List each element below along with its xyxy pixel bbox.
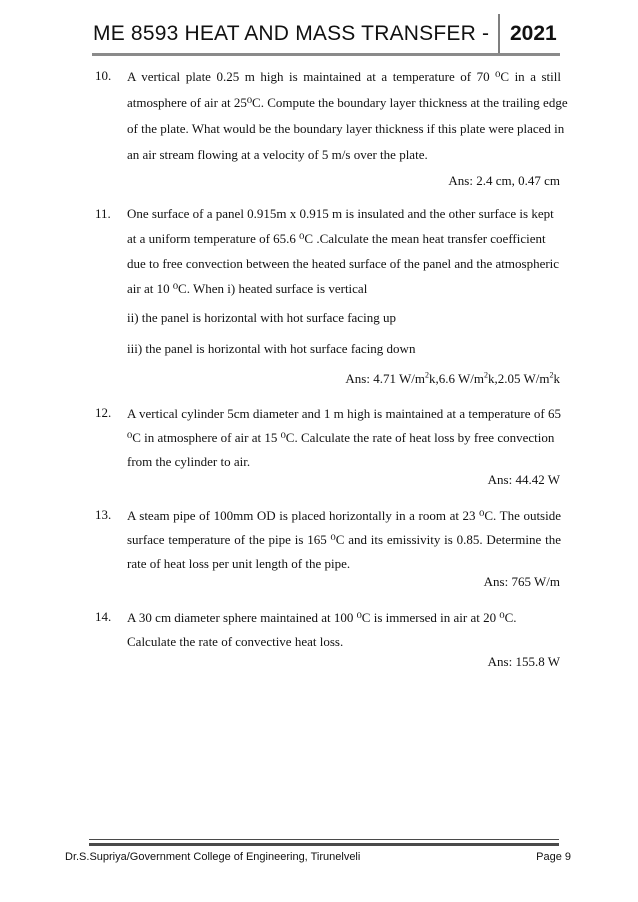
question-line: of the plate. What would be the boundary layer thickness if this plate were placed in: [127, 121, 565, 136]
question-line: A 30 cm diameter sphere maintained at 100 ⁰C is immersed in air at 20 ⁰C.: [127, 610, 517, 625]
answer-part: k: [553, 371, 560, 386]
question-line: an air stream flowing at a velocity of 5 m/s over the plate.: [127, 147, 428, 162]
question-line: A vertical plate 0.25 m high is maintained at a temperature of 70 ⁰C in a still: [127, 69, 561, 84]
question-number: 14.: [95, 609, 112, 624]
question-number: 12.: [95, 405, 112, 420]
answer: Ans: 44.42 W: [487, 472, 560, 487]
footer-author: Dr.S.Supriya/Government College of Engineering, Tirunelveli: [65, 851, 361, 863]
answer: Ans: 2.4 cm, 0.47 cm: [448, 173, 560, 188]
question-line: ⁰C in atmosphere of air at 15 ⁰C. Calculate the rate of heat loss by free convection: [127, 430, 555, 445]
document-year: 2021: [510, 22, 557, 45]
answer-part: Ans: 4.71 W/m: [345, 371, 425, 386]
header-divider: [498, 14, 500, 54]
answer-part: k,6.6 W/m: [428, 371, 484, 386]
header-rule: [92, 53, 560, 56]
answer-superscript: 2: [424, 370, 429, 380]
question-line: atmosphere of air at 25⁰C. Compute the boundary layer thickness at the trailing edge: [127, 95, 568, 110]
answer-part: k,2.05 W/m: [487, 371, 550, 386]
question-line: A steam pipe of 100mm OD is placed horizontally in a room at 23 ⁰C. The outside: [127, 508, 561, 523]
document-title: ME 8593 HEAT AND MASS TRANSFER -: [93, 22, 490, 45]
question-line: air at 10 ⁰C. When i) heated surface is vertical: [127, 281, 368, 296]
question-line: Calculate the rate of convective heat loss.: [127, 634, 344, 649]
footer-rule-thick: [89, 843, 559, 846]
question-number: 10.: [95, 68, 112, 83]
question-line: from the cylinder to air.: [127, 454, 251, 469]
question-line: ii) the panel is horizontal with hot surface facing up: [127, 310, 396, 325]
answer: [345, 371, 560, 387]
question-line: due to free convection between the heated surface of the panel and the atmospheric: [127, 256, 560, 271]
answer-superscript: 2: [549, 370, 554, 380]
question-line: surface temperature of the pipe is 165 ⁰C and its emissivity is 0.85. Determine the: [127, 532, 561, 547]
question-number: 11.: [95, 206, 111, 221]
question-number: 13.: [95, 507, 112, 522]
footer-rule-thin: [89, 839, 559, 840]
question-line: A vertical cylinder 5cm diameter and 1 m high is maintained at a temperature of 65: [127, 406, 561, 421]
answer: Ans: 765 W/m: [483, 574, 560, 589]
question-line: rate of heat loss per unit length of the pipe.: [127, 556, 351, 571]
answer-superscript: 2: [483, 370, 488, 380]
page-number: Page 9: [536, 851, 571, 863]
question-line: iii) the panel is horizontal with hot surface facing down: [127, 341, 416, 356]
question-line: at a uniform temperature of 65.6 ⁰C .Calculate the mean heat transfer coefficient: [127, 231, 546, 246]
answer: Ans: 155.8 W: [487, 654, 560, 669]
question-line: One surface of a panel 0.915m x 0.915 m is insulated and the other surface is kept: [127, 206, 554, 221]
